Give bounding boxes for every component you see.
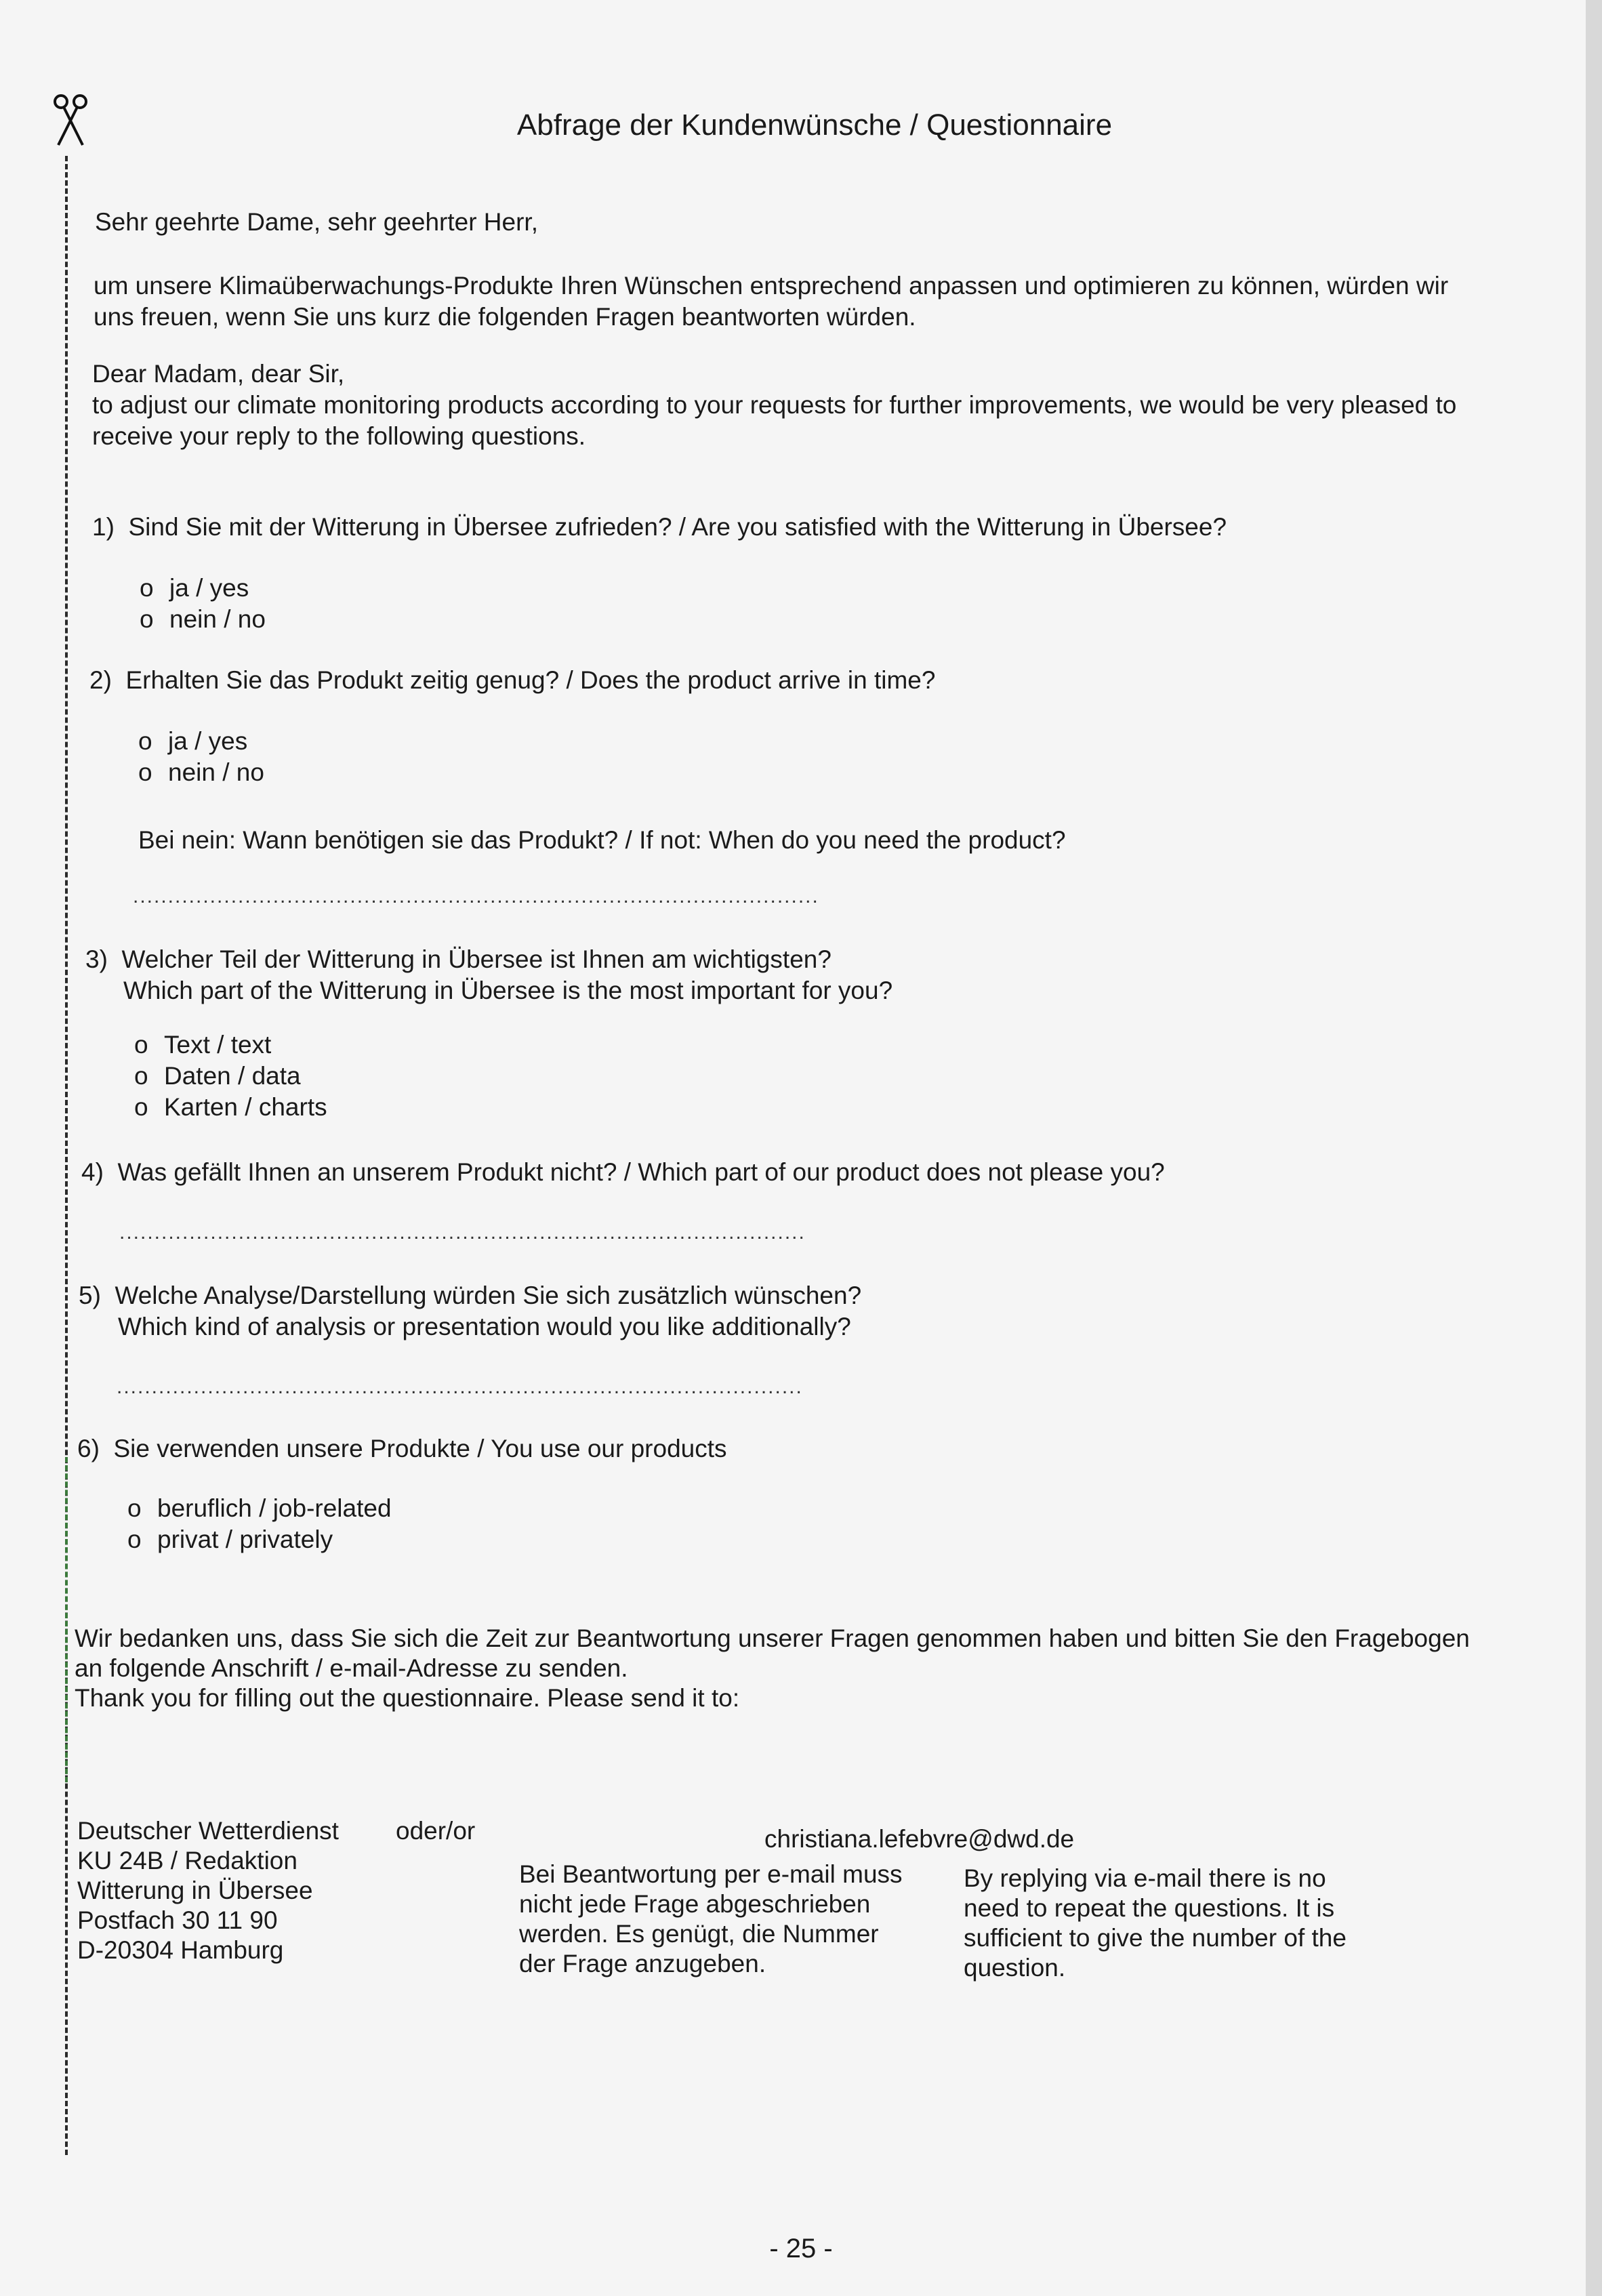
q3-option-data[interactable]: o Daten / data xyxy=(134,1062,301,1090)
question-1 xyxy=(92,512,1227,542)
email-note-de-line-1: Bei Beantwortung per e-mail muss xyxy=(519,1860,903,1888)
address-line-1: Deutscher Wetterdienst xyxy=(77,1817,339,1845)
greeting-de: Sehr geehrte Dame, sehr geehrter Herr, xyxy=(95,208,538,236)
thanks-de-line-2: an folgende Anschrift / e-mail-Adresse zu senden. xyxy=(75,1654,628,1682)
intro-de-line-2: uns freuen, wenn Sie uns kurz die folgenden Fragen beantworten würden. xyxy=(94,303,916,331)
email-note-de-line-4: der Frage anzugeben. xyxy=(519,1950,766,1977)
q5-answer-line[interactable]: .................................................................................................. xyxy=(117,1376,803,1398)
thanks-en: Thank you for filling out the questionnaire. Please send it to: xyxy=(75,1684,740,1712)
option-circle-icon: o xyxy=(140,605,154,633)
question-text-de: Welche Analyse/Darstellung würden Sie sich zusätzlich wünschen? xyxy=(115,1282,862,1309)
q4-answer-line[interactable]: .................................................................................................. xyxy=(119,1221,806,1244)
option-circle-icon: o xyxy=(134,1031,148,1059)
email-note-en-line-3: sufficient to give the number of the xyxy=(964,1924,1347,1952)
intro-de-line-1: um unsere Klimaüberwachungs-Produkte Ihren Wünschen entsprechend anpassen und optimieren zu können, würden wir xyxy=(94,272,1449,300)
question-2 xyxy=(89,665,935,695)
email-note-de-line-2: nicht jede Frage abgeschrieben xyxy=(519,1890,871,1918)
email-note-de-line-3: werden. Es genügt, die Nummer xyxy=(519,1920,879,1948)
email-note-en-line-2: need to repeat the questions. It is xyxy=(964,1894,1335,1922)
option-circle-icon: o xyxy=(127,1525,142,1553)
q3-option-text[interactable]: o Text / text xyxy=(134,1031,272,1059)
q2-answer-line[interactable]: .................................................................................................. xyxy=(133,885,819,907)
greeting-en: Dear Madam, dear Sir, xyxy=(92,360,345,388)
page-title: Abfrage der Kundenwünsche / Questionnaire xyxy=(516,108,1113,142)
question-5-en: Which kind of analysis or presentation would you like additionally? xyxy=(118,1313,851,1340)
cut-line xyxy=(65,156,68,2155)
option-circle-icon: o xyxy=(134,1093,148,1121)
option-circle-icon: o xyxy=(134,1062,148,1090)
option-circle-icon: o xyxy=(140,574,154,602)
question-3 xyxy=(85,945,831,975)
question-6 xyxy=(77,1434,727,1464)
page-number: - 25 - xyxy=(769,2234,833,2263)
question-3-en: Which part of the Witterung in Übersee is the most important for you? xyxy=(123,977,893,1004)
q2-option-no[interactable]: o nein / no xyxy=(138,758,264,786)
question-number: 5) xyxy=(79,1282,101,1309)
option-circle-icon: o xyxy=(138,758,152,786)
q2-followup: Bei nein: Wann benötigen sie das Produkt? / If not: When do you need the product? xyxy=(138,826,1066,854)
cut-line-segment xyxy=(65,1457,68,1782)
question-text: Was gefällt Ihnen an unserem Produkt nicht? / Which part of our product does not please you? xyxy=(117,1158,1165,1186)
question-text: Erhalten Sie das Produkt zeitig genug? / Does the product arrive in time? xyxy=(125,666,936,694)
q6-option-job[interactable]: o beruflich / job-related xyxy=(127,1494,392,1522)
option-circle-icon: o xyxy=(138,727,152,755)
q2-option-yes[interactable]: o ja / yes xyxy=(138,727,248,755)
intro-en-line-1: to adjust our climate monitoring products according to your requests for further improvements, we would be very pleased to xyxy=(92,391,1457,419)
email-note-en-line-1: By replying via e-mail there is no xyxy=(964,1864,1326,1892)
question-number: 4) xyxy=(81,1158,104,1186)
q1-option-no[interactable]: o nein / no xyxy=(140,605,266,633)
intro-en-line-2: receive your reply to the following questions. xyxy=(92,422,586,450)
email-note-en-line-4: question. xyxy=(964,1954,1066,1982)
page-edge xyxy=(1586,0,1602,2296)
option-circle-icon: o xyxy=(127,1494,142,1522)
thanks-de-line-1: Wir bedanken uns, dass Sie sich die Zeit zur Beantwortung unserer Fragen genommen haben und bitten Sie den Fragebogen xyxy=(75,1624,1470,1652)
q6-option-private[interactable]: o privat / privately xyxy=(127,1525,333,1553)
question-text-de: Welcher Teil der Witterung in Übersee ist Ihnen am wichtigsten? xyxy=(121,945,831,973)
question-number: 1) xyxy=(92,513,115,541)
address-line-2: KU 24B / Redaktion xyxy=(77,1847,297,1874)
question-text: Sie verwenden unsere Produkte / You use our products xyxy=(113,1435,727,1462)
or-label: oder/or xyxy=(396,1817,476,1845)
q1-option-yes[interactable]: o ja / yes xyxy=(140,574,249,602)
contact-email[interactable]: christiana.lefebvre@dwd.de xyxy=(764,1825,1075,1853)
question-4 xyxy=(81,1157,1165,1187)
question-text: Sind Sie mit der Witterung in Übersee zufrieden? / Are you satisfied with the Witterung in Übersee? xyxy=(128,513,1227,541)
question-number: 2) xyxy=(89,666,112,694)
q3-option-charts[interactable]: o Karten / charts xyxy=(134,1093,327,1121)
question-number: 3) xyxy=(85,945,108,973)
question-number: 6) xyxy=(77,1435,100,1462)
address-line-4: Postfach 30 11 90 xyxy=(77,1906,278,1934)
question-5 xyxy=(79,1281,861,1311)
address-line-5: D-20304 Hamburg xyxy=(77,1936,284,1964)
address-line-3: Witterung in Übersee xyxy=(77,1877,313,1904)
